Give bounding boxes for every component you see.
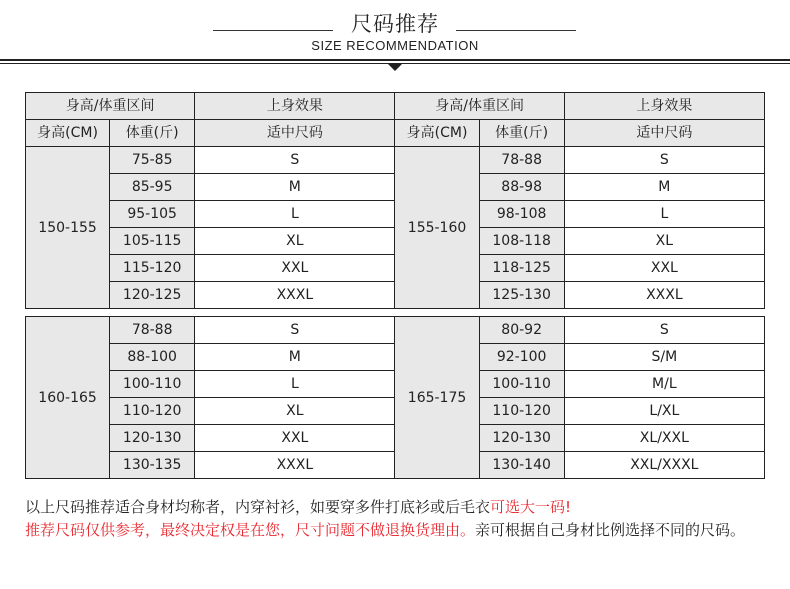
weight-cell: 110-120 [110, 398, 195, 425]
note-highlight: 可选大一码! [490, 498, 572, 516]
size-cell: S [564, 147, 764, 174]
header-cell: 身高/体重区间 [395, 93, 564, 120]
weight-cell: 92-100 [479, 344, 564, 371]
weight-cell: 85-95 [110, 174, 195, 201]
table-row [26, 147, 765, 174]
header-cell: 适中尺码 [195, 120, 395, 147]
weight-cell: 80-92 [479, 317, 564, 344]
weight-cell: 125-130 [479, 282, 564, 309]
header-cell: 身高(CM) [26, 120, 110, 147]
weight-cell: 95-105 [110, 201, 195, 228]
size-cell: XXXL [564, 282, 764, 309]
weight-cell: 110-120 [479, 398, 564, 425]
weight-cell: 120-130 [479, 425, 564, 452]
header-cell: 上身效果 [195, 93, 395, 120]
weight-cell: 100-110 [479, 371, 564, 398]
page-subtitle: SIZE RECOMMENDATION [311, 38, 479, 53]
size-cell: S [564, 317, 764, 344]
height-cell: 160-165 [26, 317, 110, 479]
size-table-1 [25, 92, 765, 309]
size-note [25, 496, 775, 542]
weight-cell: 105-115 [110, 228, 195, 255]
weight-cell: 118-125 [479, 255, 564, 282]
size-cell: M [195, 344, 395, 371]
weight-cell: 88-100 [110, 344, 195, 371]
weight-cell: 100-110 [110, 371, 195, 398]
table-row [26, 317, 765, 344]
size-cell: XL [195, 398, 395, 425]
size-cell: XXL [195, 425, 395, 452]
weight-cell: 108-118 [479, 228, 564, 255]
weight-cell: 88-98 [479, 174, 564, 201]
height-cell: 155-160 [395, 147, 479, 309]
down-pointer-icon [387, 63, 403, 71]
header-cell: 体重(斤) [479, 120, 564, 147]
note-text: 亲可根据自己身材比例选择不同的尺码。 [475, 521, 746, 539]
size-cell: XXL/XXXL [564, 452, 764, 479]
header-divider-thick [0, 59, 790, 61]
header-cell: 适中尺码 [564, 120, 764, 147]
header-cell: 身高(CM) [395, 120, 479, 147]
size-cell: XL [195, 228, 395, 255]
size-cell: XXL [195, 255, 395, 282]
size-cell: M [195, 174, 395, 201]
size-table-2 [25, 316, 765, 479]
size-cell: L [195, 201, 395, 228]
size-cell: L/XL [564, 398, 764, 425]
size-cell: XXXL [195, 282, 395, 309]
size-cell: XL [564, 228, 764, 255]
weight-cell: 115-120 [110, 255, 195, 282]
size-cell: XXL [564, 255, 764, 282]
weight-cell: 78-88 [479, 147, 564, 174]
header-cell: 身高/体重区间 [26, 93, 195, 120]
note-text: 以上尺码推荐适合身材均称者，内穿衬衫，如要穿多件打底衫或后毛衣 [25, 498, 491, 516]
table-header-row [26, 120, 765, 147]
size-cell: S [195, 317, 395, 344]
size-cell: L [195, 371, 395, 398]
size-cell: L [564, 201, 764, 228]
weight-cell: 98-108 [479, 201, 564, 228]
header-cell: 上身效果 [564, 93, 764, 120]
size-cell: S [195, 147, 395, 174]
weight-cell: 78-88 [110, 317, 195, 344]
header-cell: 体重(斤) [110, 120, 195, 147]
size-cell: M/L [564, 371, 764, 398]
table-header-row [26, 93, 765, 120]
weight-cell: 120-125 [110, 282, 195, 309]
height-cell: 165-175 [395, 317, 479, 479]
page-title: 尺码推荐 [351, 12, 439, 36]
size-cell: S/M [564, 344, 764, 371]
weight-cell: 130-140 [479, 452, 564, 479]
size-cell: XL/XXL [564, 425, 764, 452]
header-right-line [456, 30, 576, 31]
size-cell: M [564, 174, 764, 201]
note-highlight: 推荐尺码仅供参考，最终决定权是在您，尺寸问题不做退换货理由。 [25, 521, 476, 539]
height-cell: 150-155 [26, 147, 110, 309]
weight-cell: 130-135 [110, 452, 195, 479]
size-cell: XXXL [195, 452, 395, 479]
weight-cell: 120-130 [110, 425, 195, 452]
weight-cell: 75-85 [110, 147, 195, 174]
